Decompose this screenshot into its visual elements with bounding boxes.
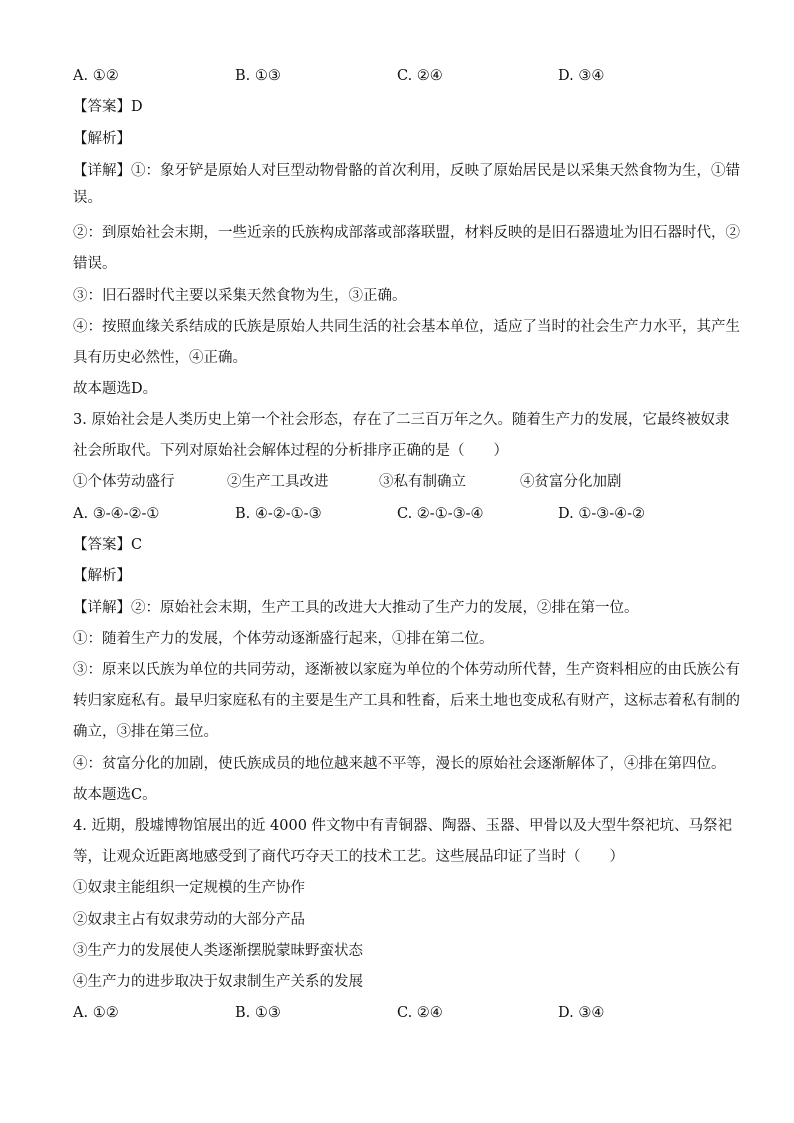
q3-detail-line: ④：贫富分化的加剧，使氏族成员的地位越来越不平等，漫长的原始社会逐渐解体了，④排在第四位。 xyxy=(73,756,726,772)
q3-item: ③私有制确立 xyxy=(379,474,466,490)
q2-detail-line: 故本题选D。 xyxy=(73,381,158,397)
q4-item: ③生产力的发展使人类逐渐摆脱蒙昧野蛮状态 xyxy=(73,943,363,959)
q4-stem-line: 4. 近期，殷墟博物馆展出的近 4000 件文物中有青铜器、陶器、玉器、甲骨以及大型牛祭祀坑、马祭祀 xyxy=(73,818,733,834)
q3-option-c: C. ②-①-③-④ xyxy=(397,506,484,522)
q2-option-a: A. ①② xyxy=(73,68,119,84)
q4-option-a: A. ①② xyxy=(73,1005,119,1021)
q3-analysis-heading: 【解析】 xyxy=(73,568,131,584)
q3-stem-line: 3. 原始社会是人类历史上第一个社会形态，存在了二三百万年之久。随着生产力的发展，它最终被奴隶 xyxy=(73,412,730,428)
q3-stem-line: 社会所取代。下列对原始社会解体过程的分析排序正确的是（ ） xyxy=(73,443,508,459)
q3-detail-line: ③：原来以氏族为单位的共同劳动，逐渐被以家庭为单位的个体劳动所代替，生产资料相应的由氏族公有 xyxy=(73,662,740,678)
q2-analysis-heading: 【解析】 xyxy=(73,131,131,147)
q2-option-b: B. ①③ xyxy=(235,68,281,84)
q2-detail-line: 错误。 xyxy=(73,256,117,272)
q3-detail-line: 【详解】②：原始社会末期，生产工具的改进大大推动了生产力的发展，②排在第一位。 xyxy=(73,600,639,616)
q2-detail-line: 误。 xyxy=(73,190,102,206)
q2-detail-line: ④：按照血缘关系结成的氏族是原始人共同生活的社会基本单位，适应了当时的社会生产力水平，其产生 xyxy=(73,319,740,335)
q2-detail-line: ③：旧石器时代主要以采集天然食物为生，③正确。 xyxy=(73,288,407,304)
q2-option-c: C. ②④ xyxy=(397,68,443,84)
q4-item: ①奴隶主能组织一定规模的生产协作 xyxy=(73,880,305,896)
q4-item: ④生产力的进步取决于奴隶制生产关系的发展 xyxy=(73,974,363,990)
q2-detail-line: ②：到原始社会末期，一些近亲的氏族构成部落或部落联盟，材料反映的是旧石器遗址为旧石器时代，② xyxy=(73,225,740,241)
q3-option-a: A. ③-④-②-① xyxy=(73,506,160,522)
q3-item: ④贫富分化加剧 xyxy=(520,474,622,490)
q3-detail-line: 故本题选C。 xyxy=(73,787,157,803)
q2-detail-line: 【详解】①：象牙铲是原始人对巨型动物骨骼的首次利用，反映了原始居民是以采集天然食物为生，①错 xyxy=(73,163,740,179)
q3-detail-line: 确立，③排在第三位。 xyxy=(73,724,218,740)
q3-item: ②生产工具改进 xyxy=(227,474,329,490)
q4-option-d: D. ③④ xyxy=(558,1005,605,1021)
q2-detail-line: 具有历史必然性，④正确。 xyxy=(73,350,247,366)
q3-item: ①个体劳动盛行 xyxy=(73,474,175,490)
q4-item: ②奴隶主占有奴隶劳动的大部分产品 xyxy=(73,912,305,928)
q2-option-d: D. ③④ xyxy=(558,68,605,84)
q3-detail-line: ①：随着生产力的发展，个体劳动逐渐盛行起来，①排在第二位。 xyxy=(73,631,494,647)
q4-stem-line: 等，让观众近距离地感受到了商代巧夺天工的技术工艺。这些展品印证了当时（ ） xyxy=(73,849,624,865)
q4-option-b: B. ①③ xyxy=(235,1005,281,1021)
q3-answer: 【答案】C xyxy=(73,537,143,553)
q3-option-d: D. ①-③-④-② xyxy=(558,506,646,522)
q2-answer: 【答案】D xyxy=(73,99,143,115)
q4-option-c: C. ②④ xyxy=(397,1005,443,1021)
q3-detail-line: 转归家庭私有。最早归家庭私有的主要是生产工具和牲畜，后来土地也变成私有财产，这标志着私有制的 xyxy=(73,693,740,709)
q3-option-b: B. ④-②-①-③ xyxy=(235,506,322,522)
